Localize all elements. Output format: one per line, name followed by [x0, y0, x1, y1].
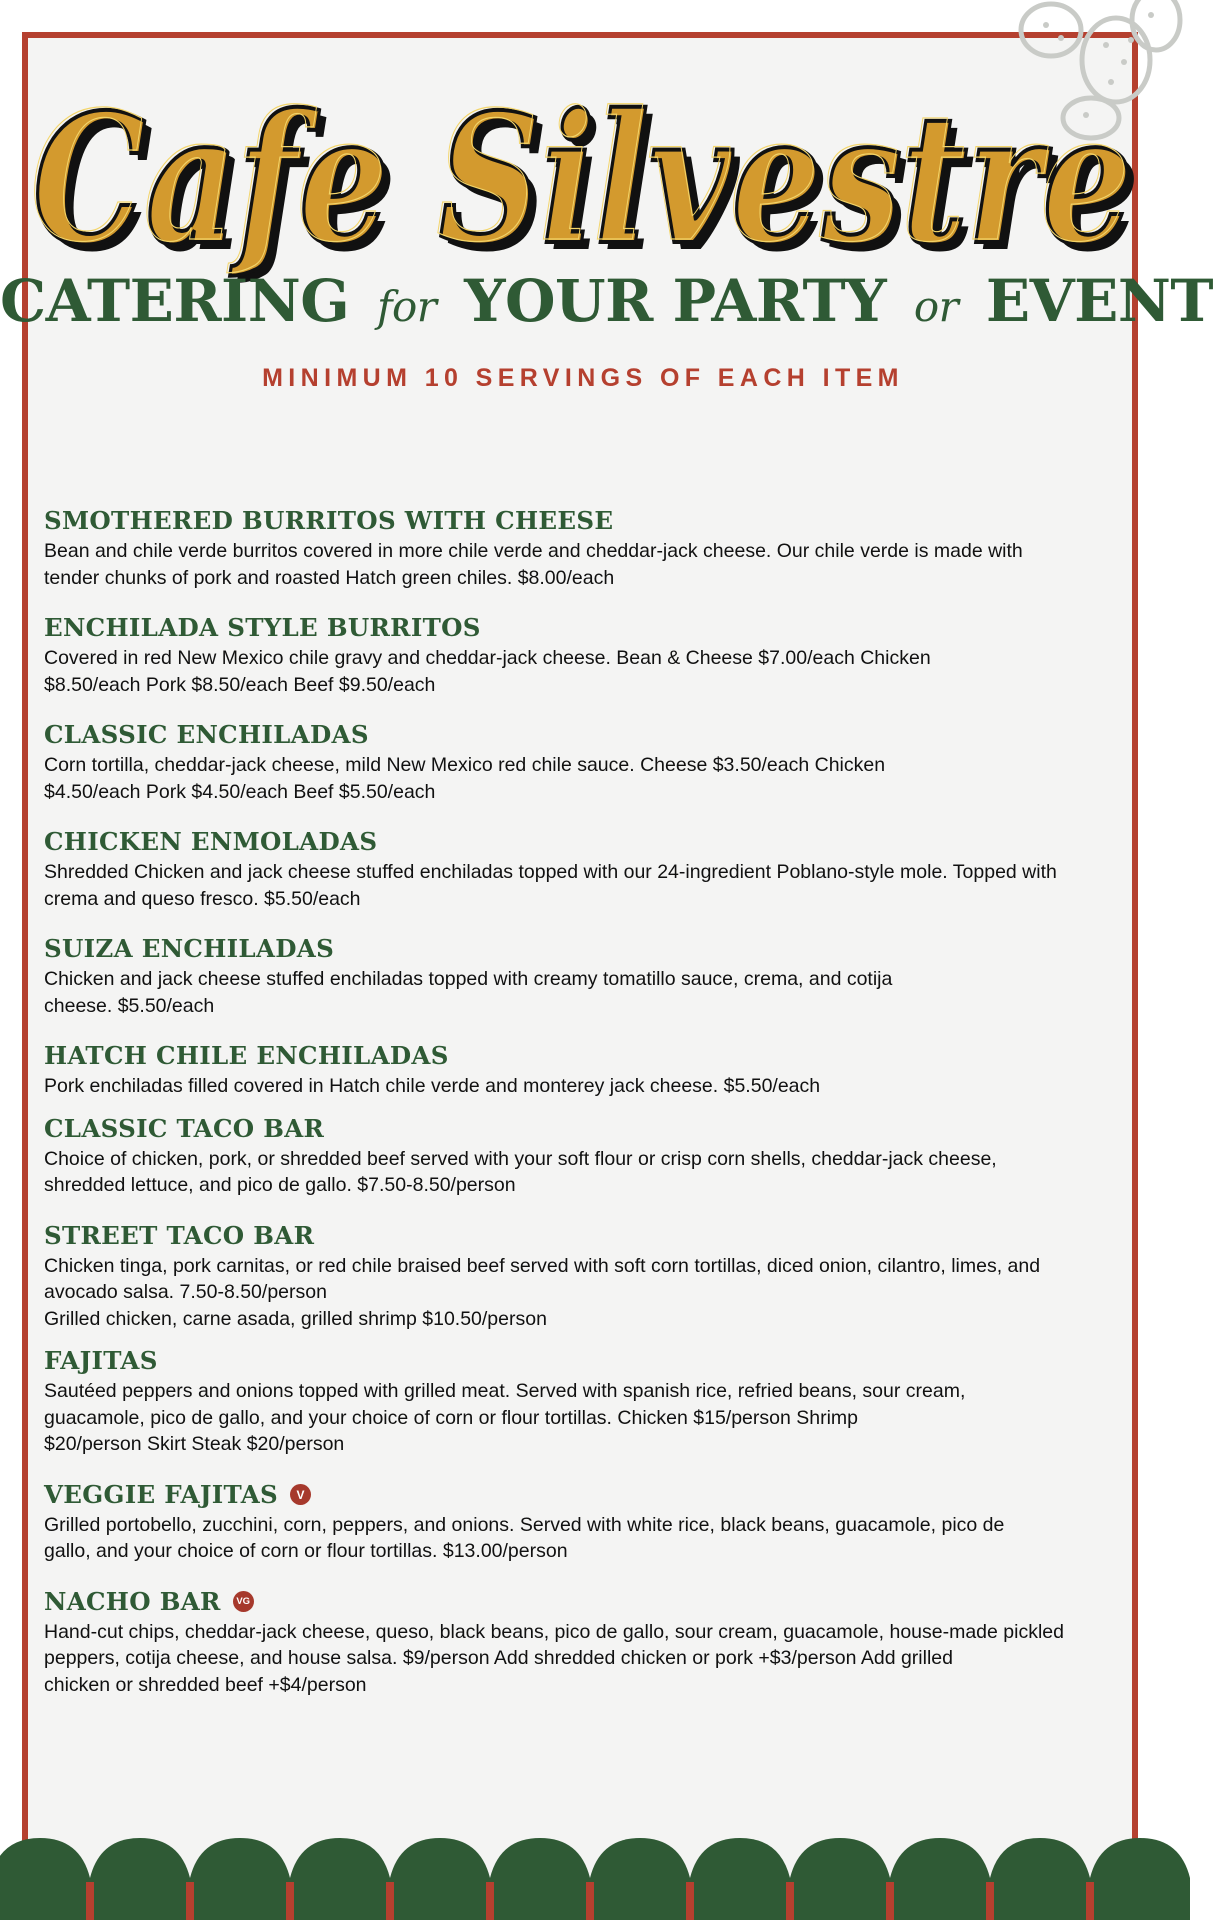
menu-item: [44, 1219, 1124, 1333]
menu-item: [44, 1585, 1124, 1699]
menu-item-description: [44, 645, 1124, 698]
menu-item-title-text: CHICKEN ENMOLADAS: [44, 827, 378, 856]
description-line: cheese. $5.50/each: [44, 994, 215, 1017]
menu-item-title: [44, 611, 1124, 645]
description-line: Chicken tinga, pork carnitas, or red chile braised beef served with soft corn tortillas, diced onion, cilantro, limes, and: [44, 1254, 1041, 1277]
menu-item-title: [44, 1112, 1124, 1146]
menu-item-title: [44, 1478, 1124, 1512]
menu-item-title: [44, 718, 1124, 752]
cafe-logo: [0, 32, 1166, 291]
vegetarian-badge-icon: V: [290, 1484, 311, 1505]
catering-tagline: [0, 267, 1213, 335]
menu-item-title-text: VEGGIE FAJITAS: [44, 1479, 279, 1509]
description-line: crema and queso fresco. $5.50/each: [44, 887, 361, 910]
menu-item-description: [44, 538, 1124, 591]
menu-item-description: [44, 1253, 1124, 1333]
description-line: Grilled chicken, carne asada, grilled shrimp $10.50/person: [44, 1307, 547, 1330]
menu-item-title-text: SUIZA ENCHILADAS: [44, 934, 335, 963]
menu-item-title-text: CLASSIC TACO BAR: [44, 1113, 325, 1143]
vegan-badge-icon: VG: [233, 1591, 254, 1612]
menu-item: [44, 1112, 1124, 1199]
menu-item: [44, 825, 1124, 912]
description-line: Corn tortilla, cheddar-jack cheese, mild New Mexico red chile sauce. Cheese $3.50/each Chicken: [44, 754, 886, 776]
description-line: Covered in red New Mexico chile gravy and cheddar-jack cheese. Bean & Cheese $7.00/each Chicken: [44, 647, 931, 669]
description-line: Chicken and jack cheese stuffed enchiladas topped with creamy tomatillo sauce, crema, and cotija: [44, 968, 893, 990]
description-line: $20/person Skirt Steak $20/person: [44, 1433, 345, 1455]
description-line: gallo, and your choice of corn or flour tortillas. $13.00/person: [44, 1540, 568, 1562]
menu-item-title-text: CLASSIC ENCHILADAS: [44, 720, 369, 749]
menu-item: [44, 932, 1124, 1019]
description-line: Bean and chile verde burritos covered in more chile verde and cheddar-jack cheese. Our chile verde is made with: [44, 540, 1023, 562]
menu-list: [44, 504, 1124, 1698]
menu-item: [44, 1344, 1124, 1458]
menu-item: [44, 1039, 1124, 1100]
description-line: Pork enchiladas filled covered in Hatch chile verde and monterey jack cheese. $5.50/each: [44, 1075, 821, 1097]
menu-item-title: [44, 1219, 1124, 1253]
description-line: tender chunks of pork and roasted Hatch green chiles. $8.00/each: [44, 566, 615, 589]
menu-item-title: [44, 825, 1124, 859]
menu-item-title: [44, 504, 1124, 538]
menu-item-description: [44, 1619, 1124, 1699]
description-line: peppers, cotija cheese, and house salsa. $9/person Add shredded chicken or pork +$3/person Add grilled: [44, 1647, 953, 1669]
description-line: Choice of chicken, pork, or shredded beef served with your soft flour or crisp corn shells, cheddar-jack cheese,: [44, 1147, 997, 1170]
menu-item-title: [44, 1344, 1124, 1378]
menu-item-title-text: HATCH CHILE ENCHILADAS: [44, 1041, 449, 1070]
description-line: Grilled portobello, zucchini, corn, peppers, and onions. Served with white rice, black beans, guacamole, pico de: [44, 1513, 1005, 1536]
description-line: $8.50/each Pork $8.50/each Beef $9.50/each: [44, 673, 436, 696]
description-line: Sautéed peppers and onions topped with grilled meat. Served with spanish rice, refried beans, sour cream,: [44, 1380, 966, 1402]
description-line: guacamole, pico de gallo, and your choice of corn or flour tortillas. Chicken $15/person Shrimp: [44, 1406, 859, 1429]
menu-item-title-text: STREET TACO BAR: [44, 1220, 315, 1250]
menu-item-title-text: NACHO BAR: [44, 1586, 221, 1616]
logo-text: Cafe Silvestre: [33, 75, 1133, 284]
menu-item-description: [44, 752, 1124, 805]
menu-item-description: [44, 1512, 1124, 1565]
menu-item-title: [44, 1585, 1124, 1619]
menu-item: [44, 611, 1124, 698]
menu-item-description: [44, 1378, 1124, 1458]
menu-item-description: [44, 859, 1124, 912]
menu-item-description: [44, 966, 1124, 1019]
scalloped-border: [0, 1838, 1166, 1920]
menu-item-title-text: FAJITAS: [44, 1346, 158, 1375]
description-line: Hand-cut chips, cheddar-jack cheese, queso, black beans, pico de gallo, sour cream, guacamole, house-made pickled: [44, 1620, 1064, 1643]
menu-item-title-text: SMOTHERED BURRITOS WITH CHEESE: [44, 506, 614, 535]
tagline-for: for: [376, 282, 437, 331]
menu-item-title-text: ENCHILADA STYLE BURRITOS: [44, 613, 481, 642]
menu-item-description: [44, 1073, 1124, 1100]
menu-item: [44, 1478, 1124, 1565]
logo-shadow-text: Cafe Silvestre: [40, 82, 1140, 291]
description-line: chicken or shredded beef +$4/person: [44, 1673, 367, 1696]
menu-item-description: [44, 1146, 1124, 1199]
tagline-event: EVENT: [985, 267, 1213, 335]
description-line: Shredded Chicken and jack cheese stuffed enchiladas topped with our 24-ingredient Poblano-style mole. Topped with: [44, 861, 1057, 883]
menu-item: [44, 504, 1124, 591]
menu-item-title: [44, 932, 1124, 966]
tagline-your-party: YOUR PARTY: [464, 267, 887, 335]
description-line: avocado salsa. 7.50-8.50/person: [44, 1281, 327, 1303]
logo-highlight-text: Cafe Silvestre: [30, 72, 1130, 281]
tagline-or: or: [913, 282, 959, 331]
minimum-servings-note: MINIMUM 10 SERVINGS OF EACH ITEM: [262, 364, 904, 392]
description-line: $4.50/each Pork $4.50/each Beef $5.50/each: [44, 780, 436, 803]
tagline-catering: CATERING: [0, 267, 350, 335]
description-line: shredded lettuce, and pico de gallo. $7.50-8.50/person: [44, 1174, 516, 1196]
menu-item: [44, 718, 1124, 805]
menu-item-title: [44, 1039, 1124, 1073]
